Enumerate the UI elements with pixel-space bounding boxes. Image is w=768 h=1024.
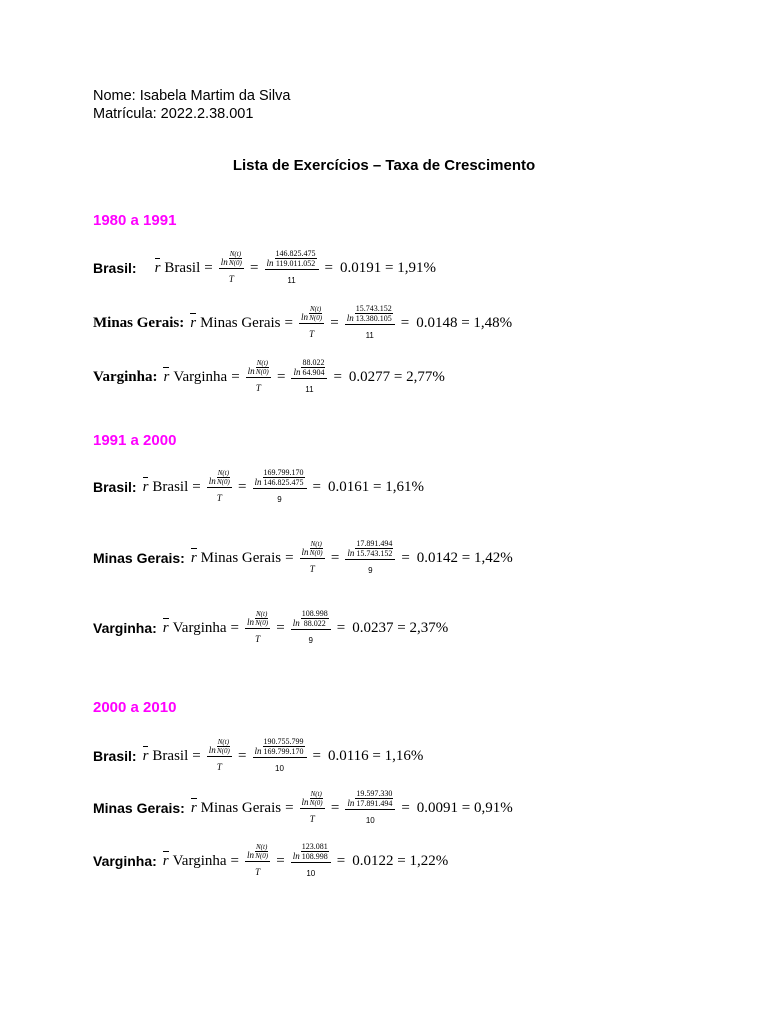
general-fraction — [245, 843, 270, 880]
r-bar-symbol: r — [190, 314, 197, 331]
numeric-fraction — [265, 249, 319, 288]
region-label: Varginha: — [93, 853, 157, 869]
n-t-symbol: N(t) — [229, 249, 242, 258]
student-name: Nome: Isabela Martim da Silva — [93, 88, 291, 104]
formula-row — [93, 788, 513, 828]
formula-row — [93, 538, 513, 578]
ln-symbol: ln — [208, 744, 216, 755]
initial-population: 119.011.052 — [275, 258, 316, 268]
final-population: 190.755.799 — [263, 736, 304, 746]
region-label: Varginha: — [93, 368, 158, 385]
growth-result: 0.0237 = 2,37% — [352, 619, 449, 636]
years-count: 11 — [365, 330, 374, 340]
numeric-numerator — [345, 304, 395, 325]
equals-sign: = — [285, 799, 294, 816]
equals-sign: = — [230, 619, 239, 636]
period-heading: 1980 a 1991 — [93, 212, 177, 229]
formula-row — [93, 303, 512, 343]
initial-population: 108.998 — [301, 851, 328, 861]
equals-sign: = — [336, 619, 346, 636]
t-symbol: T — [228, 273, 234, 284]
equals-sign: = — [330, 314, 339, 331]
numeric-denominator — [277, 489, 281, 507]
region-name: Varginha — [172, 852, 227, 869]
n-t-symbol: N(t) — [310, 789, 322, 798]
n-0-symbol: N(0) — [255, 367, 269, 376]
growth-formula — [191, 539, 513, 578]
numeric-fraction — [345, 304, 395, 343]
population-values — [275, 249, 317, 268]
population-values — [355, 304, 393, 323]
n-0-symbol: N(0) — [216, 746, 230, 755]
n-0-symbol: N(0) — [216, 477, 230, 486]
population-ratio — [229, 250, 242, 267]
years-count: 11 — [287, 275, 296, 285]
numeric-denominator — [305, 379, 313, 397]
growth-formula — [191, 789, 513, 828]
region-label: Brasil: — [93, 748, 137, 764]
population-values — [301, 609, 329, 628]
initial-population: 146.825.475 — [263, 477, 304, 487]
growth-formula — [143, 737, 424, 776]
years-count: 10 — [275, 763, 284, 773]
general-denominator — [229, 269, 234, 287]
ln-symbol: ln — [254, 745, 262, 756]
years-count: 9 — [368, 565, 373, 575]
growth-result: 0.0122 = 1,22% — [352, 852, 449, 869]
ln-symbol: ln — [301, 796, 309, 807]
region-label: Brasil: — [93, 260, 137, 276]
final-population: 88.022 — [302, 357, 325, 367]
equals-sign: = — [276, 619, 285, 636]
numeric-denominator — [366, 810, 375, 828]
equals-sign: = — [276, 852, 285, 869]
numeric-numerator — [291, 609, 331, 630]
r-bar-symbol: r — [142, 747, 149, 764]
n-t-symbol: N(t) — [217, 737, 230, 746]
equals-sign: = — [324, 259, 333, 276]
region-name: Varginha — [172, 619, 227, 636]
t-symbol: T — [309, 563, 315, 574]
numeric-numerator — [345, 539, 395, 560]
equals-sign: = — [401, 549, 410, 566]
general-denominator — [256, 378, 261, 396]
equals-sign: = — [330, 549, 340, 566]
general-denominator — [217, 488, 222, 506]
region-label: Brasil: — [93, 479, 137, 495]
population-ratio — [310, 790, 323, 807]
general-numerator — [207, 469, 232, 488]
general-denominator — [255, 629, 260, 647]
numeric-numerator — [291, 358, 327, 379]
growth-formula — [155, 249, 436, 288]
final-population: 108.998 — [301, 608, 328, 618]
equals-sign: = — [192, 478, 201, 495]
n-t-symbol: N(t) — [256, 609, 268, 618]
initial-population: 64.904 — [302, 367, 325, 377]
formula-row — [93, 357, 445, 397]
general-denominator — [217, 757, 222, 775]
equals-sign: = — [284, 314, 293, 331]
growth-result: 0.0191 = 1,91% — [339, 259, 436, 276]
final-population: 19.597.330 — [356, 788, 393, 798]
equals-sign: = — [238, 747, 247, 764]
final-population: 146.825.475 — [275, 248, 316, 258]
numeric-denominator — [275, 758, 284, 776]
general-numerator — [246, 359, 271, 378]
growth-result: 0.0148 = 1,48% — [416, 314, 513, 331]
population-ratio — [217, 469, 230, 486]
ln-symbol: ln — [300, 311, 308, 322]
region-label: Minas Gerais: — [93, 314, 185, 331]
population-ratio — [309, 305, 322, 322]
numeric-denominator — [287, 270, 295, 288]
r-bar-symbol: r — [190, 549, 197, 566]
final-population: 123.081 — [301, 841, 328, 851]
numeric-numerator — [253, 468, 307, 489]
ln-symbol: ln — [347, 547, 355, 558]
formula-row — [93, 467, 424, 507]
n-0-symbol: N(0) — [255, 618, 269, 627]
growth-formula — [163, 609, 448, 648]
numeric-denominator — [368, 560, 372, 578]
general-numerator — [207, 738, 232, 757]
formula-row — [93, 248, 436, 288]
numeric-denominator — [366, 325, 374, 343]
page-title: Lista de Exercícios – Taxa de Crescimento — [232, 157, 536, 174]
equals-sign: = — [192, 747, 201, 764]
initial-population: 13.380.105 — [355, 313, 392, 323]
n-0-symbol: N(0) — [309, 313, 323, 322]
ln-symbol: ln — [266, 257, 274, 268]
general-numerator — [245, 610, 270, 629]
equals-sign: = — [285, 549, 294, 566]
growth-formula — [163, 842, 448, 881]
region-name: Brasil — [164, 259, 201, 276]
initial-population: 169.799.170 — [263, 746, 304, 756]
equals-sign: = — [400, 314, 410, 331]
formula-row — [93, 841, 448, 881]
ln-symbol: ln — [247, 849, 255, 860]
equals-sign: = — [231, 368, 240, 385]
numeric-numerator — [265, 249, 319, 270]
r-bar-symbol: r — [162, 852, 169, 869]
growth-formula — [190, 304, 512, 343]
region-name: Brasil — [152, 478, 189, 495]
equals-sign: = — [312, 478, 321, 495]
region-label: Minas Gerais: — [93, 550, 185, 566]
region-name: Varginha — [173, 368, 228, 385]
equals-sign: = — [312, 747, 321, 764]
general-fraction — [219, 250, 244, 287]
region-name: Brasil — [152, 747, 189, 764]
numeric-numerator — [253, 737, 307, 758]
growth-result: 0.0277 = 2,77% — [348, 368, 445, 385]
population-ratio — [255, 843, 268, 860]
general-fraction — [207, 738, 232, 775]
n-0-symbol: N(0) — [309, 798, 323, 807]
formula-row — [93, 608, 448, 648]
years-count: 9 — [308, 635, 313, 645]
r-bar-symbol: r — [142, 478, 149, 495]
numeric-fraction — [253, 737, 307, 776]
ln-symbol: ln — [346, 312, 354, 323]
n-0-symbol: N(0) — [255, 851, 269, 860]
numeric-fraction — [291, 842, 331, 881]
equals-sign: = — [204, 259, 213, 276]
t-symbol: T — [309, 813, 315, 824]
years-count: 10 — [365, 815, 375, 825]
general-fraction — [300, 540, 325, 577]
equals-sign: = — [336, 852, 346, 869]
t-symbol: T — [309, 328, 315, 339]
region-label: Minas Gerais: — [93, 800, 185, 816]
growth-result: 0.0142 = 1,42% — [416, 549, 513, 566]
r-bar-symbol: r — [162, 619, 169, 636]
general-fraction — [299, 305, 324, 342]
t-symbol: T — [255, 633, 261, 644]
initial-population: 88.022 — [303, 618, 326, 628]
growth-formula — [143, 468, 424, 507]
ln-symbol: ln — [301, 546, 309, 557]
general-fraction — [207, 469, 232, 506]
general-denominator — [310, 559, 315, 577]
general-denominator — [255, 862, 260, 880]
growth-formula — [163, 358, 444, 397]
numeric-fraction — [291, 609, 331, 648]
general-numerator — [219, 250, 244, 269]
final-population: 169.799.170 — [263, 467, 304, 477]
general-numerator — [245, 843, 270, 862]
ln-symbol: ln — [247, 616, 255, 627]
numeric-fraction — [345, 789, 395, 828]
population-ratio — [310, 540, 323, 557]
population-values — [263, 737, 305, 756]
general-fraction — [245, 610, 270, 647]
region-name: Minas Gerais — [200, 314, 281, 331]
equals-sign: = — [276, 368, 286, 385]
final-population: 15.743.152 — [355, 303, 392, 313]
region-name: Minas Gerais — [200, 799, 282, 816]
t-symbol: T — [216, 761, 222, 772]
ln-symbol: ln — [347, 797, 355, 808]
formula-row — [93, 736, 423, 776]
r-bar-symbol: r — [190, 799, 197, 816]
initial-population: 15.743.152 — [356, 548, 393, 558]
t-symbol: T — [255, 382, 261, 393]
ln-symbol: ln — [292, 850, 300, 861]
numeric-numerator — [345, 789, 395, 810]
general-numerator — [300, 540, 325, 559]
initial-population: 17.891.494 — [356, 798, 393, 808]
equals-sign: = — [333, 368, 342, 385]
ln-symbol: ln — [254, 476, 262, 487]
growth-result: 0.0091 = 0,91% — [416, 799, 513, 816]
years-count: 10 — [306, 868, 316, 878]
n-t-symbol: N(t) — [256, 358, 268, 367]
years-count: 9 — [277, 494, 282, 504]
growth-result: 0.0116 = 1,16% — [327, 747, 424, 764]
equals-sign: = — [238, 478, 247, 495]
n-t-symbol: N(t) — [256, 842, 268, 851]
r-bar-symbol: r — [163, 368, 170, 385]
equals-sign: = — [230, 852, 239, 869]
years-count: 11 — [305, 384, 314, 394]
general-numerator — [300, 790, 325, 809]
n-0-symbol: N(0) — [228, 258, 242, 267]
numeric-denominator — [306, 863, 315, 881]
general-denominator — [309, 324, 314, 342]
region-label: Varginha: — [93, 620, 157, 636]
ln-symbol: ln — [220, 256, 228, 267]
equals-sign: = — [250, 259, 259, 276]
population-values — [355, 789, 393, 808]
region-name: Minas Gerais — [200, 549, 282, 566]
population-ratio — [217, 738, 230, 755]
population-ratio — [256, 359, 269, 376]
equals-sign: = — [330, 799, 340, 816]
n-t-symbol: N(t) — [309, 304, 322, 313]
population-values — [263, 468, 305, 487]
general-fraction — [300, 790, 325, 827]
population-values — [301, 842, 329, 861]
numeric-numerator — [291, 842, 331, 863]
numeric-fraction — [253, 468, 307, 507]
t-symbol: T — [255, 866, 261, 877]
t-symbol: T — [216, 492, 222, 503]
period-heading: 2000 a 2010 — [93, 699, 177, 716]
general-numerator — [299, 305, 324, 324]
r-bar-symbol: r — [154, 259, 161, 276]
equals-sign: = — [401, 799, 410, 816]
final-population: 17.891.494 — [356, 538, 393, 548]
ln-symbol: ln — [293, 366, 301, 377]
n-t-symbol: N(t) — [217, 468, 230, 477]
student-id: Matrícula: 2022.2.38.001 — [93, 106, 254, 122]
general-fraction — [246, 359, 271, 396]
ln-symbol: ln — [247, 365, 255, 376]
population-values — [355, 539, 393, 558]
ln-symbol: ln — [292, 617, 300, 628]
n-t-symbol: N(t) — [310, 539, 322, 548]
numeric-fraction — [345, 539, 395, 578]
numeric-denominator — [309, 630, 313, 648]
n-0-symbol: N(0) — [309, 548, 323, 557]
general-denominator — [310, 809, 315, 827]
population-ratio — [255, 610, 268, 627]
growth-result: 0.0161 = 1,61% — [327, 478, 424, 495]
numeric-fraction — [291, 358, 327, 397]
period-heading: 1991 a 2000 — [93, 432, 177, 449]
population-values — [301, 358, 325, 377]
ln-symbol: ln — [208, 475, 216, 486]
